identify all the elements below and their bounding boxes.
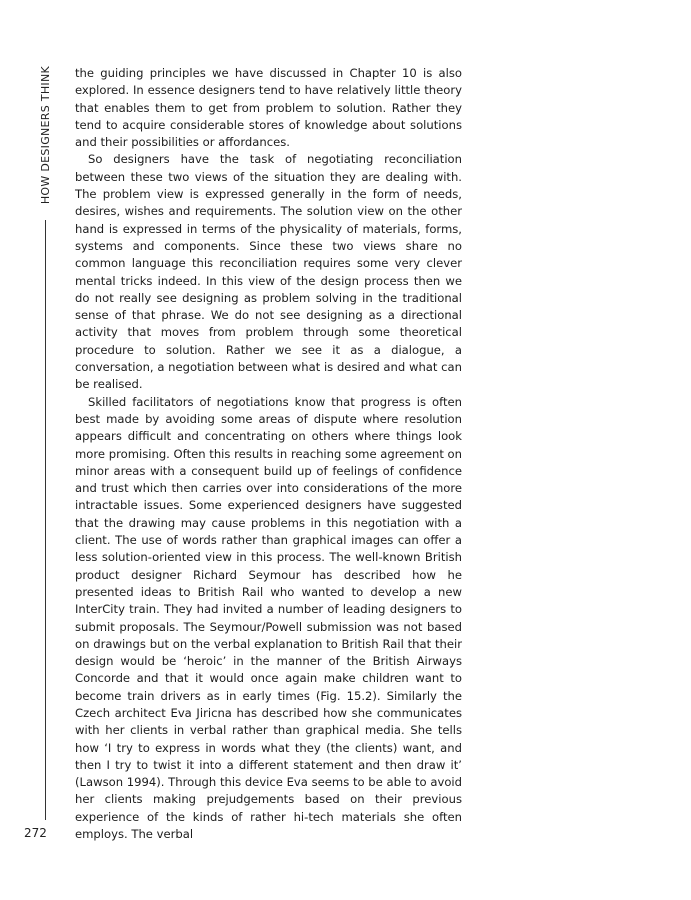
running-head-text: HOW DESIGNERS THINK [38,66,52,205]
running-head [36,66,54,206]
body-text [75,65,462,843]
paragraph: Skilled facilitators of negotiations know that progress is often best made by avoiding some areas of dispute where resolution appears difficult and concentrating on others where things look more promising. Often this results in reaching some agreement on minor areas with a consequent build up of feelings of confidence and trust which then carries over into considerations of the more intractable issues. Some experienced designers have suggested that the drawing may cause problems in this negotiation with a client. The use of words rather than graphical images can offer a less solution-oriented view in this process. The well-known British product designer Richard Seymour has described how he presented ideas to British Rail who wanted to develop a new InterCity train. They had invited a number of leading designers to submit proposals. The Seymour/Powell submission was not based on drawings but on the verbal explanation to British Rail that their design would be ‘heroic’ in the manner of the British Airways Concorde and that it would once again make children want to become train drivers as in early times (Fig. 15.2). Similarly the Czech architect Eva Jiricna has described how she communicates with her clients in verbal rather than graphical media. She tells how ‘I try to express in words what they (the clients) want, and then I try to twist it into a different statement and then draw it’ (Lawson 1994). Through this device Eva seems to be able to avoid her clients making prejudgements based on their previous experience of the kinds of rather hi-tech materials she often employs. The verbal [75,394,462,842]
paragraph: the guiding principles we have discussed in Chapter 10 is also explored. In essence designers tend to have relatively little theory that enables them to get from problem to solution. Rather they tend to acquire considerable stores of knowledge about solutions and their possibilities or affordances. [75,66,462,150]
margin-rule [45,220,46,820]
page-number: 272 [24,826,47,840]
paragraph: So designers have the task of negotiating reconciliation between these two views of the situation they are dealing with. The problem view is expressed generally in the form of needs, desires, wishes and requirements. The solution view on the other hand is expressed in terms of the physicality of materials, forms, systems and components. Since these two views share no common language this reconciliation requires some very clever mental tricks indeed. In this view of the design process then we do not really see designing as problem solving in the traditional sense of that phrase. We do not see designing as a directional activity that moves from problem through some theoretical procedure to solution. Rather we see it as a dialogue, a conversation, a negotiation between what is desired and what can be realised. [75,152,462,392]
